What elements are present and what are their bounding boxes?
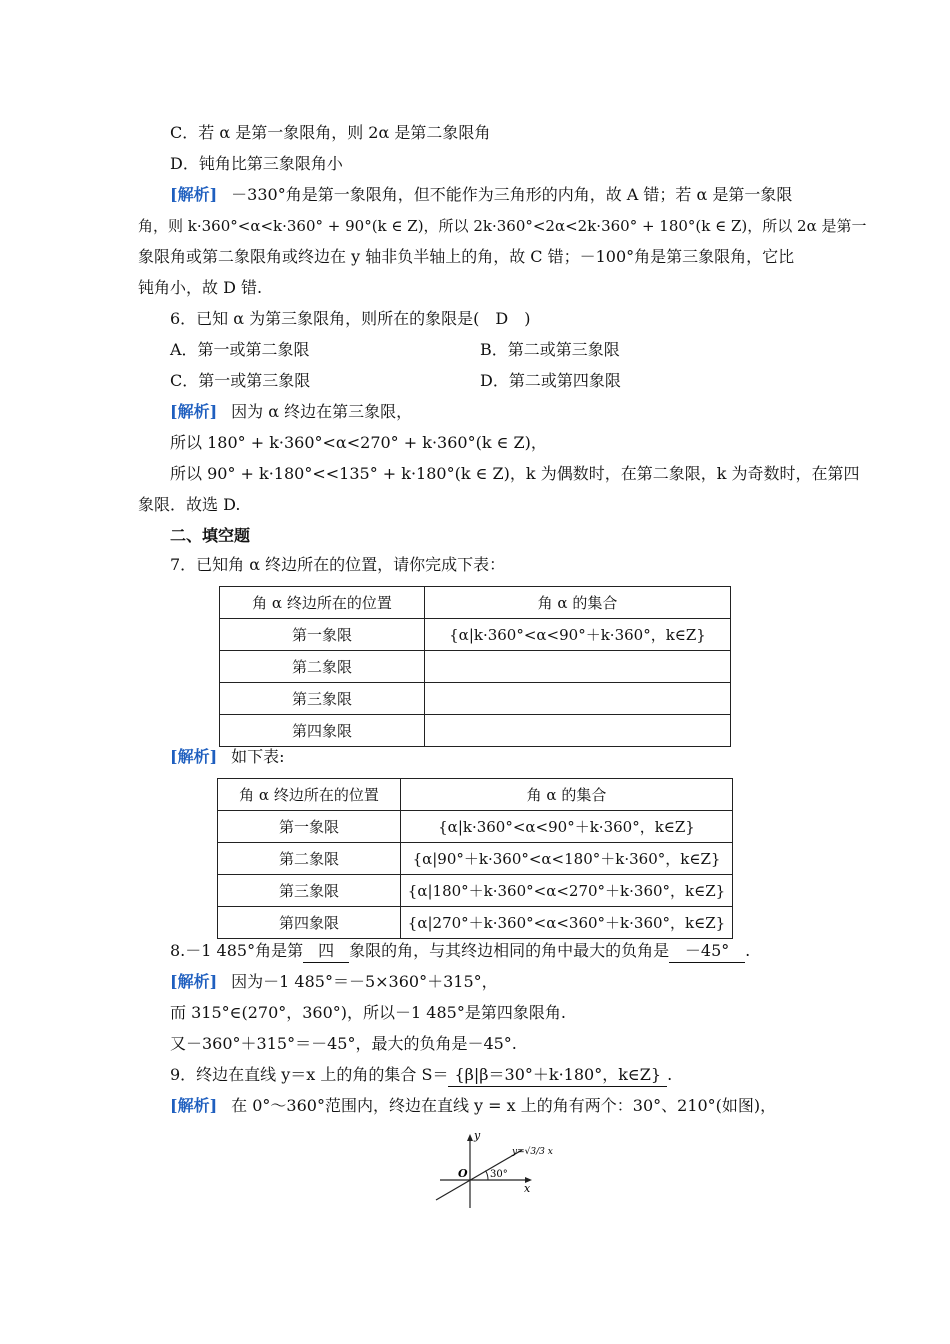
- q5-analysis-line-4: 钝角小，故 D 错.: [138, 278, 263, 297]
- table-header: 角 α 的集合: [401, 779, 733, 811]
- q8-analysis-line-2: 而 315°∈(270°，360°)，所以－1 485°是第四象限角.: [170, 1003, 566, 1022]
- table-cell: 第四象限: [220, 715, 425, 747]
- answer-blank: {β|β＝30°＋k·180°，k∈Z}: [448, 1064, 667, 1087]
- q9-analysis-line-1: [解析] 在 0°～360°范围内，终边在直线 y = x 上的角有两个：30°、210°(如图)，: [170, 1096, 777, 1115]
- analysis-tag: [解析]: [170, 185, 218, 204]
- table-cell: 第三象限: [220, 683, 425, 715]
- table-cell: 第一象限: [218, 811, 401, 843]
- q6-option-a: A．第一或第二象限: [170, 340, 310, 359]
- table-cell: 第四象限: [218, 907, 401, 939]
- analysis-tag: [解析]: [170, 402, 218, 421]
- q9-stem: 9．终边在直线 y＝x 上的角的集合 S＝ {β|β＝30°＋k·180°，k∈Z} .: [170, 1064, 672, 1087]
- q6-option-d: D．第二或第四象限: [480, 371, 621, 390]
- y-axis-label: y: [474, 1129, 481, 1142]
- q8-analysis-line-3: 又－360°＋315°＝－45°，最大的负角是－45°.: [170, 1034, 517, 1053]
- table-cell: 第二象限: [220, 651, 425, 683]
- table-cell: {α|k·360°<α<90°＋k·360°，k∈Z}: [401, 811, 733, 843]
- table-cell: {α|270°＋k·360°<α<360°＋k·360°，k∈Z}: [401, 907, 733, 939]
- angle-arc: [486, 1171, 489, 1181]
- section-title: 二、填空题: [170, 526, 251, 545]
- q6-analysis-line-4: 象限．故选 D.: [138, 495, 241, 514]
- table-cell: 第二象限: [218, 843, 401, 875]
- analysis-tag: [解析]: [170, 747, 218, 766]
- table-cell: {α|k·360°<α<90°＋k·360°，k∈Z}: [425, 619, 731, 651]
- q7-answer-table: [217, 778, 733, 939]
- x-axis-label: x: [524, 1182, 531, 1195]
- terminal-line: [436, 1150, 522, 1200]
- q5-analysis-line-3: 象限角或第二象限角或终边在 y 轴非负半轴上的角，故 C 错；－100°角是第三象限角，它比: [138, 247, 795, 266]
- table-cell-empty: [425, 683, 731, 715]
- q5-analysis-line-1: [解析] －330°角是第一象限角，但不能作为三角形的内角，故 A 错；若 α 是第一象限: [170, 185, 793, 204]
- q6-option-b: B．第二或第三象限: [480, 340, 620, 359]
- answer-blank: 四: [303, 940, 349, 963]
- table-cell-empty: [425, 715, 731, 747]
- q6-option-c: C．第一或第三象限: [170, 371, 311, 390]
- coordinate-figure: [432, 1128, 562, 1210]
- q8-stem: 8.－1 485°角是第 四 象限的角，与其终边相同的角中最大的负角是 －45° .: [170, 940, 750, 963]
- table-cell: {α|180°＋k·360°<α<270°＋k·360°，k∈Z}: [401, 875, 733, 907]
- table-header: 角 α 的集合: [425, 587, 731, 619]
- q6-stem: 6．已知 α 为第三象限角，则所在的象限是( D ): [170, 309, 531, 328]
- q7-question-table: [219, 586, 731, 747]
- analysis-tag: [解析]: [170, 1096, 218, 1115]
- q5-option-c: C．若 α 是第一象限角，则 2α 是第二象限角: [170, 123, 491, 142]
- table-cell: {α|90°＋k·360°<α<180°＋k·360°，k∈Z}: [401, 843, 733, 875]
- q5-option-d: D．钝角比第三象限角小: [170, 154, 343, 173]
- origin-label: O: [458, 1167, 468, 1180]
- analysis-tag: [解析]: [170, 972, 218, 991]
- table-header: 角 α 终边所在的位置: [218, 779, 401, 811]
- q5-analysis-line-2: 角，则 k·360°<α<k·360° + 90°(k ∈ Z)，所以 2k·360°<2α<2k·360° + 180°(k ∈ Z)，所以 2α 是第一: [138, 217, 867, 235]
- angle-label: 30°: [490, 1169, 508, 1180]
- q6-analysis-line-3: 所以 90° + k·180°<<135° + k·180°(k ∈ Z)，k 为偶数时，在第二象限，k 为奇数时，在第四: [170, 464, 860, 483]
- q7-stem: 7．已知角 α 终边所在的位置，请你完成下表：: [170, 555, 506, 574]
- line-label: y=√3/3 x: [512, 1147, 553, 1157]
- q6-analysis-line-1: [解析] 因为 α 终边在第三象限，: [170, 402, 413, 421]
- table-cell: 第三象限: [218, 875, 401, 907]
- q8-analysis-line-1: [解析] 因为－1 485°＝－5×360°＋315°，: [170, 972, 498, 991]
- table-cell: 第一象限: [220, 619, 425, 651]
- table-cell-empty: [425, 651, 731, 683]
- q7-analysis-intro: [解析] 如下表:: [170, 747, 285, 766]
- table-header: 角 α 终边所在的位置: [220, 587, 425, 619]
- y-axis-arrow: [467, 1134, 473, 1141]
- q6-analysis-line-2: 所以 180° + k·360°<α<270° + k·360°(k ∈ Z)，: [170, 433, 547, 452]
- answer-blank: －45°: [669, 940, 745, 963]
